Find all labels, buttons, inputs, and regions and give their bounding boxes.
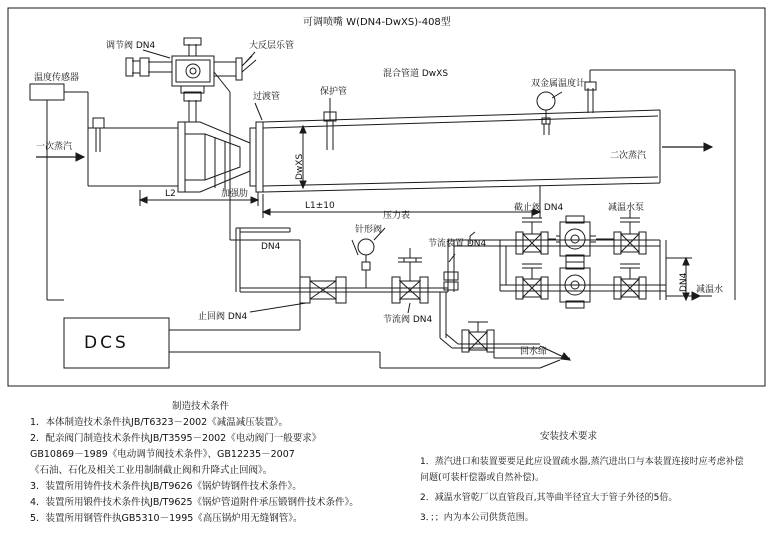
- notes-left-line-3: GB10869－1989《电动调节阀技术条件》、GB12235－2007: [30, 449, 295, 460]
- notes-left-line-1: 1．本体制造技术条件执JB/T6323－2002《减温减压装置》。: [30, 417, 288, 428]
- label-l1: L1±10: [305, 201, 335, 211]
- label-throttle-valve-dn4: 节流阀 DN4: [383, 315, 433, 325]
- label-adjust-valve: 调节阀 DN4: [106, 41, 156, 51]
- label-dwxs: DwXS: [295, 153, 305, 180]
- label-needle-valve: 针形阀: [355, 225, 383, 235]
- label-l2: L2: [165, 189, 176, 199]
- notes-right-heading: 安装技术要求: [540, 431, 598, 442]
- notes-left-line-4: 《石油、石化及相关工业用制制截止阀和升降式止回阀》。: [30, 465, 273, 476]
- diagram-title: 可调喷嘴 W(DN4-DwXS)-408型: [303, 17, 451, 28]
- notes-left-line-5: 3．装置所用铸件技术条件执JB/T9626《锅炉铸钢件技术条件》。: [30, 481, 302, 492]
- label-mixing-pipe: 混合管道 DwXS: [383, 69, 449, 79]
- label-stop-valve-dn4: 截止阀 DN4: [514, 203, 564, 213]
- notes-left-heading: 制造技术条件: [172, 401, 230, 412]
- label-throttle-device-dn4: 节流装置 DN4: [428, 239, 487, 249]
- label-bimetal-thermometer: 双金属温度计: [531, 79, 586, 89]
- label-temperature-transmitter: 温度传感器: [34, 73, 80, 83]
- label-desuperheat-water: 减温水: [696, 285, 724, 295]
- label-dn4-right: DN4: [679, 272, 689, 292]
- notes-right-line-4: 3．；；内为本公司供货范围。: [420, 513, 534, 523]
- dcs-box-label: DCS: [84, 333, 129, 353]
- label-primary-steam: 一次蒸汽: [36, 142, 73, 152]
- label-check-valve-dn4: 止回阀 DN4: [198, 312, 248, 322]
- label-protection-pipe: 保护管: [320, 87, 348, 97]
- label-secondary-steam: 二次蒸汽: [610, 151, 647, 161]
- label-pressure-gauge: 压力表: [383, 211, 411, 221]
- notes-right-line-3: 2．减温水管乾厂以直管段百,其等曲半径宜大于管子外径的5倍。: [420, 493, 678, 503]
- label-water-return-header: 回水缔: [520, 347, 548, 357]
- label-big-volume-pipe: 大反层乐管: [249, 41, 295, 51]
- label-stiffener: 加强肋: [221, 189, 249, 199]
- label-dn4-left: DN4: [261, 242, 281, 252]
- label-desuperheat-pump: 减温水泵: [608, 203, 645, 213]
- notes-left-line-6: 4．装置所用锻件技术条件执JB/T9625《锅炉管道附件承压锻钢件技术条件》。: [30, 497, 359, 508]
- label-transition-pipe: 过渡管: [253, 92, 281, 102]
- notes-right-line-2: 问题(可装杆偿器或自然补偿)。: [420, 473, 545, 483]
- notes-left-line-2: 2．配亲阀门制造技术条件执JB/T3595－2002《电动阀门一般要求》: [30, 433, 322, 444]
- notes-left-line-7: 5．装置所用钢管件执GB5310－1995《高压锅炉用无缝钢管》。: [30, 513, 303, 524]
- notes-right-line-1: 1．蒸汽进口和装置要要足此应设置疏水器,蒸汽进出口与本装置连接时应考虑补偿: [420, 457, 744, 467]
